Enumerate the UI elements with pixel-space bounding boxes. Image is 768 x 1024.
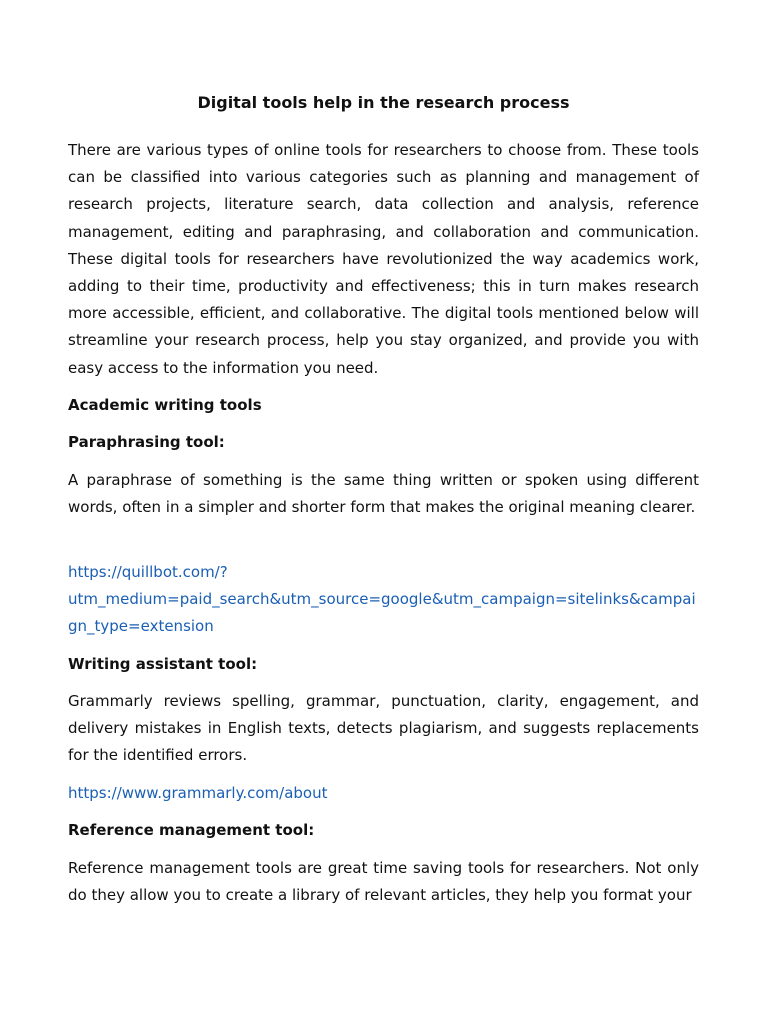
quillbot-link-line-3: gn_type=extension xyxy=(68,617,214,636)
writing-assistant-body: Grammarly reviews spelling, grammar, punctuation, clarity, engagement, and delivery mistakes in English texts, detects plagiarism, and suggests replacements for the identified errors. xyxy=(68,692,699,765)
writing-assistant-heading: Writing assistant tool: xyxy=(68,655,258,673)
grammarly-link[interactable]: https://www.grammarly.com/about xyxy=(68,784,328,802)
quillbot-link[interactable] xyxy=(68,559,699,641)
document-title: Digital tools help in the research process xyxy=(197,93,570,112)
reference-management-heading: Reference management tool: xyxy=(68,821,315,839)
reference-management-body: Reference management tools are great time saving tools for researchers. Not only do they allow you to create a library of relevant articles, they help you format your xyxy=(68,859,699,905)
intro-paragraph: There are various types of online tools for researchers to choose from. These tools can be classified into various categories such as planning and management of research projects, literature search, data collection and analysis, reference management, editing and paraphrasing, and collaboration and communication. These digital tools for researchers have revolutionized the way academics work, adding to their time, productivity and effectiveness; this in turn makes research more accessible, efficient, and collaborative. The digital tools mentioned below will streamline your research process, help you stay organized, and provide you with easy access to the information you need. xyxy=(68,141,699,377)
paraphrasing-body: A paraphrase of something is the same thing written or spoken using different words, often in a simpler and shorter form that makes the original meaning clearer. xyxy=(68,471,699,517)
quillbot-link-line-1: https://quillbot.com/? xyxy=(68,563,228,581)
paraphrasing-heading: Paraphrasing tool: xyxy=(68,433,225,451)
section-heading-academic-writing: Academic writing tools xyxy=(68,396,262,414)
quillbot-link-line-2: utm_medium=paid_search&utm_source=google&utm_campaign=sitelinks&campai xyxy=(68,590,696,609)
